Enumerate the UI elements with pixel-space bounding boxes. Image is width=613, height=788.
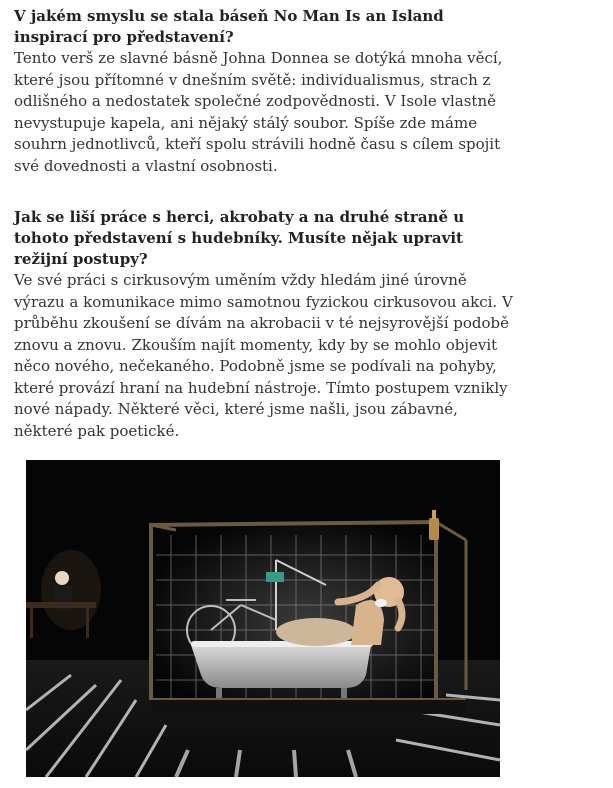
- interview-block-1: [14, 6, 514, 177]
- question-2: Jak se liší práce s herci, akrobaty a na druhé straně u tohoto představení s hudebníky. Musíte nějak upravit režijní postupy?: [14, 208, 465, 268]
- stage-photo-icon: [26, 460, 500, 777]
- interview-block-2: [14, 207, 514, 442]
- article: [14, 6, 514, 454]
- question-1: V jakém smyslu se stala báseň No Man Is an Island inspirací pro představení?: [14, 7, 444, 46]
- answer-2: Ve své práci s cirkusovým uměním vždy hledám jiné úrovně výrazu a komunikace mimo samotnou fyzickou cirkusovou akci. V průběhu zkoušení se dívám na akrobacii v té nejsyrovější podobě znovu a znovu. Zkouším najít momenty, kdy by se mohlo objevit něco nového, nečekaného. Podobně jsme se podívali na pohyby, které provází hraní na hudební nástroje. Tímto postupem vznikly nové nápady. Některé věci, které jsme našli, jsou zábavné, některé pak poetické.: [14, 271, 513, 440]
- answer-1: Tento verš ze slavné básně Johna Donnea se dotýká mnoha věcí, které jsou přítomné v dnešním světě: individualismus, strach z odlišného a nedostatek společné zodpovědnosti. V Isole vlastně nevystupuje kapela, ani nějaký stálý soubor. Spíše zde máme souhrn jednotlivců, kteří spolu strávili hodně času s cílem spojit své dovednosti a vlastní osobnosti.: [14, 49, 503, 175]
- stage-photo: [26, 460, 500, 777]
